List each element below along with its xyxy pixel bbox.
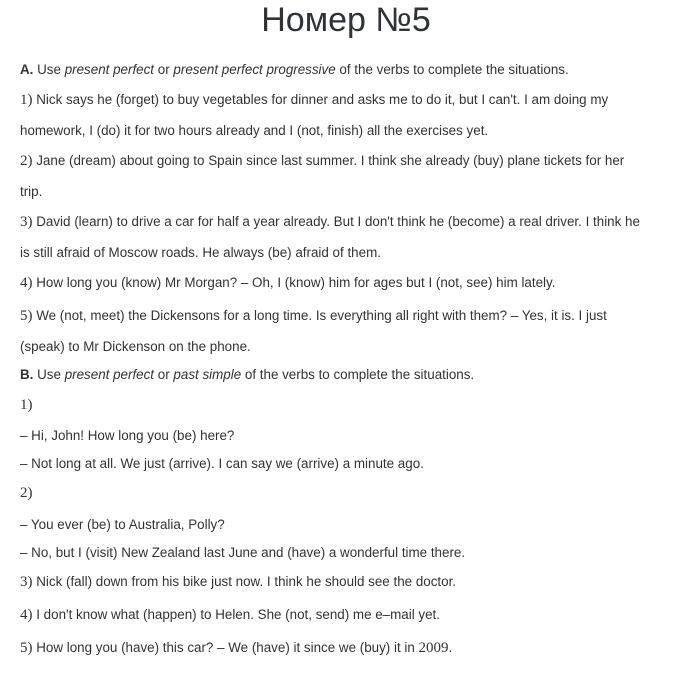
section-b-term1: present perfect bbox=[64, 367, 155, 382]
item-text: Jane (dream) about going to Spain since last summer. I think she already (buy) plane tickets for her bbox=[36, 153, 625, 168]
section-b-use: Use bbox=[37, 367, 61, 382]
item-end: . bbox=[448, 640, 453, 655]
section-a-item-3 bbox=[20, 213, 682, 231]
section-b-item-3 bbox=[20, 573, 682, 591]
item-text: is still afraid of Moscow roads. He always (be) afraid of them. bbox=[20, 245, 381, 260]
item-number: 4) bbox=[20, 275, 33, 291]
section-a-instruction bbox=[20, 61, 682, 79]
item-number: 3) bbox=[20, 574, 33, 590]
item-number: 5) bbox=[20, 308, 33, 324]
item-text: I don't know what (happen) to Helen. She (not, send) me e–mail yet. bbox=[36, 607, 440, 622]
section-b-item-5 bbox=[20, 639, 682, 657]
item-number: 3) bbox=[20, 214, 33, 230]
item-text: trip. bbox=[20, 184, 43, 199]
section-a-term2: present perfect progressive bbox=[173, 62, 336, 77]
item-text: Nick says he (forget) to buy vegetables for dinner and asks me to do it, but I can't. I am doing my bbox=[36, 92, 609, 107]
item-year: 2009 bbox=[418, 640, 449, 656]
section-a-instr-post: of the verbs to complete the situations. bbox=[339, 62, 569, 77]
section-b-item-1 bbox=[20, 396, 682, 414]
page-title: Номер №5 bbox=[261, 1, 431, 39]
item-text: How long you (have) this car? – We (have) it since we (buy) it in bbox=[36, 640, 415, 655]
section-a-item-1 bbox=[20, 91, 682, 109]
section-b-item-2 bbox=[20, 484, 682, 502]
section-b-letter: B. bbox=[20, 367, 34, 382]
section-a-letter: A. bbox=[20, 62, 34, 77]
item-number: 2) bbox=[20, 153, 33, 169]
dialog-line: – No, but I (visit) New Zealand last June and (have) a wonderful time there. bbox=[20, 545, 466, 560]
section-a-term1: present perfect bbox=[64, 62, 155, 77]
section-b-term2: past simple bbox=[173, 367, 242, 382]
section-a-item-4 bbox=[20, 274, 682, 292]
item-number: 1) bbox=[20, 397, 33, 413]
item-text: How long you (know) Mr Morgan? – Oh, I (know) him for ages but I (not, see) him lately. bbox=[36, 275, 556, 290]
item-text: homework, I (do) it for two hours already and I (not, finish) all the exercises yet. bbox=[20, 123, 489, 138]
dialog-line: – You ever (be) to Australia, Polly? bbox=[20, 517, 225, 532]
item-number: 5) bbox=[20, 640, 33, 656]
section-b-item-4 bbox=[20, 606, 682, 624]
section-a-or: or bbox=[157, 62, 170, 77]
section-a-item-1-cont bbox=[20, 122, 682, 140]
section-b-or: or bbox=[157, 367, 170, 382]
item-text: (speak) to Mr Dickenson on the phone. bbox=[20, 339, 251, 354]
section-a-item-2-cont bbox=[20, 183, 682, 201]
section-b-instruction bbox=[20, 366, 682, 384]
section-b-instr-post: of the verbs to complete the situations. bbox=[244, 367, 475, 382]
item-number: 4) bbox=[20, 607, 33, 623]
item-number: 2) bbox=[20, 485, 33, 501]
section-a-item-2 bbox=[20, 152, 682, 170]
item-text: David (learn) to drive a car for half a year already. But I don't think he (become) a real driver. I think he bbox=[36, 214, 640, 229]
item-text: We (not, meet) the Dickensons for a long time. Is everything all right with them? – Yes, it is. I just bbox=[36, 308, 607, 323]
item-number: 1) bbox=[20, 92, 33, 108]
section-a-item-3-cont bbox=[20, 244, 682, 262]
section-a-use: Use bbox=[37, 62, 61, 77]
section-a-item-5 bbox=[20, 307, 682, 325]
item-text: Nick (fall) down from his bike just now. I think he should see the doctor. bbox=[36, 574, 457, 589]
dialog-line: – Not long at all. We just (arrive). I can say we (arrive) a minute ago. bbox=[20, 456, 424, 471]
section-a-item-5-cont bbox=[20, 338, 682, 356]
dialog-line: – Hi, John! How long you (be) here? bbox=[20, 428, 235, 443]
